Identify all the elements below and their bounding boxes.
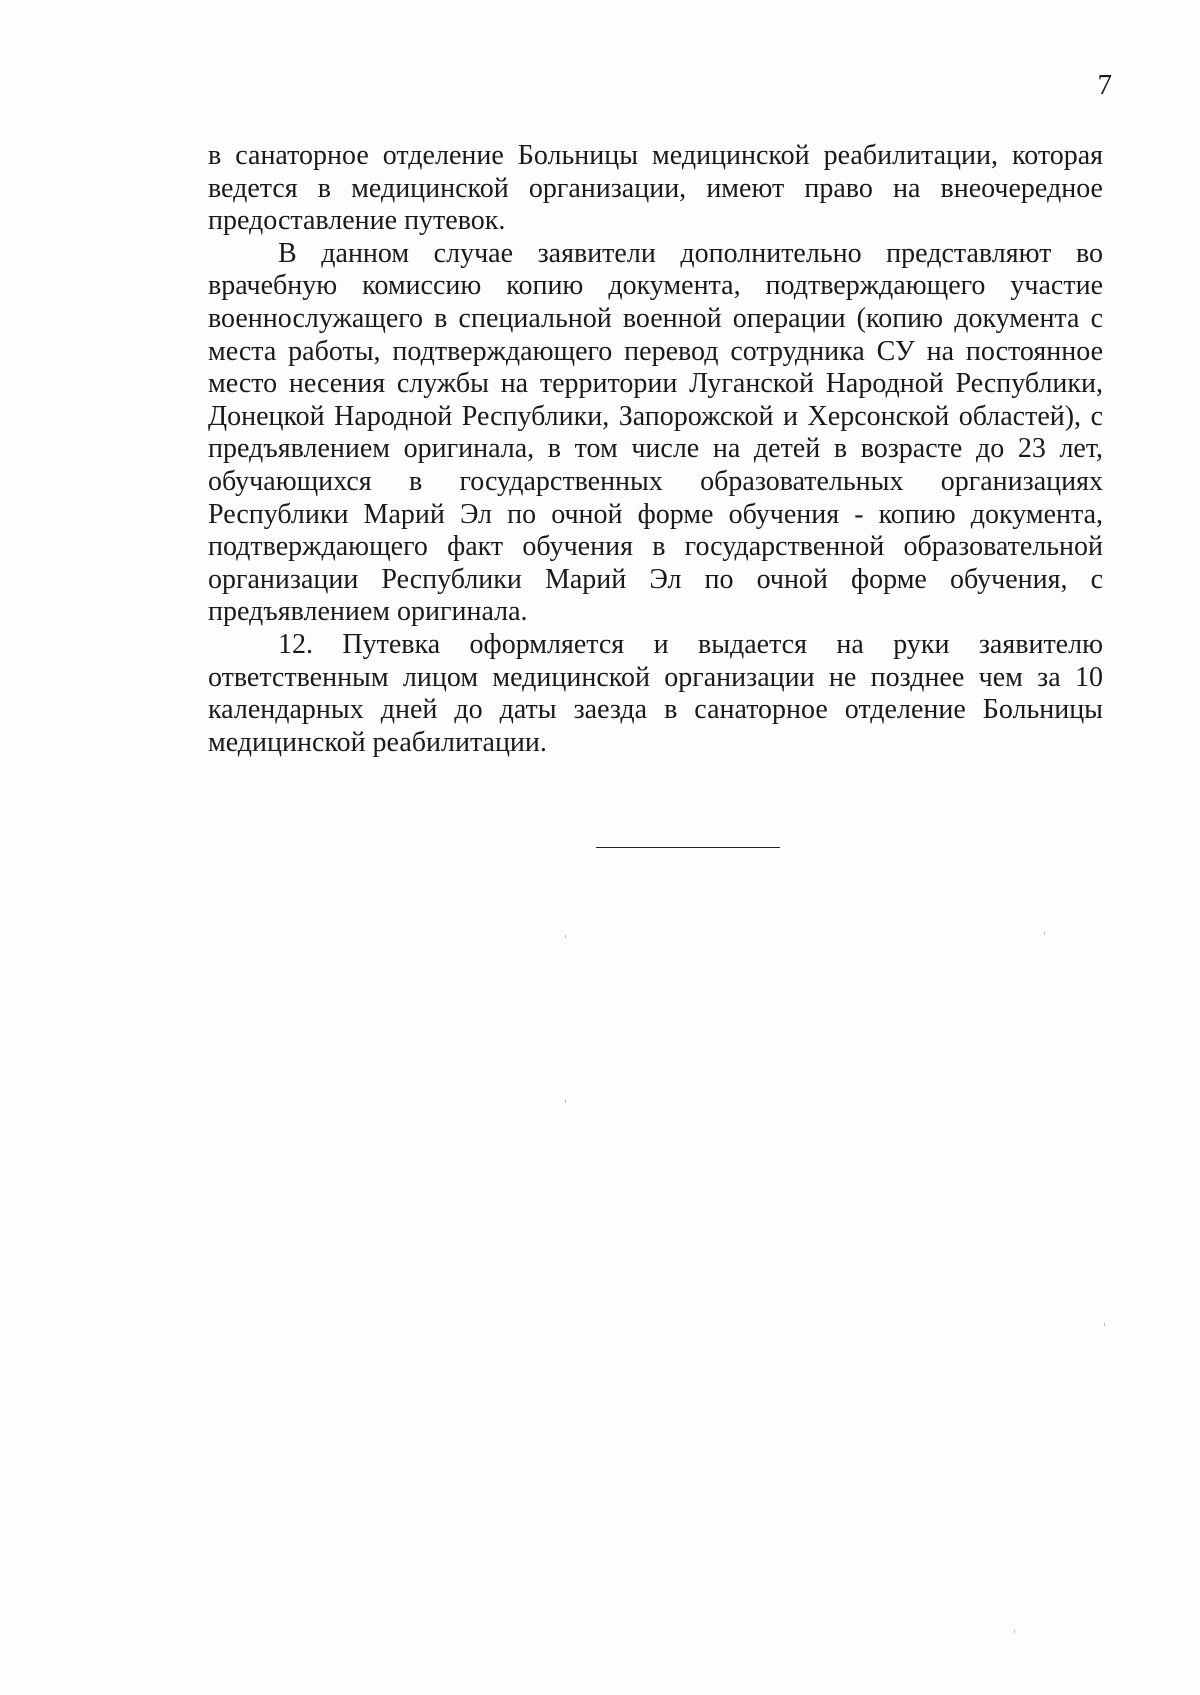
scan-speck xyxy=(565,935,566,938)
document-body xyxy=(208,140,1103,759)
scan-speck xyxy=(565,1100,566,1103)
paragraph-item-12: 12. Путевка оформляется и выдается на руки заявителю ответственным лицом медицинской организации не позднее чем за 10 календарных дней до даты заезда в санаторное отделение Больницы медицинской реабилитации. xyxy=(208,628,1103,758)
paragraph-applicants-documents: В данном случае заявители дополнительно представляют во врачебную комиссию копию документа, подтверждающего участие военнослужащего в специальной военной операции (копию документа с места работы, подтверждающего перевод сотрудника СУ на постоянное место несения службы на территории Луганской Народной Республики, Донецкой Народной Республики, Запорожской и Херсонской областей), с предъявлением оригинала, в том числе на детей в возрасте до 23 лет, обучающихся в государственных образовательных организациях Республики Марий Эл по очной форме обучения - копию документа, подтверждающего факт обучения в государственной образовательной организации Республики Марий Эл по очной форме обучения, с предъявлением оригинала. xyxy=(208,237,1103,628)
scan-speck xyxy=(1044,932,1045,935)
end-of-text-separator xyxy=(596,847,780,848)
scan-speck xyxy=(1014,1630,1015,1633)
scan-speck xyxy=(1104,1323,1105,1326)
paragraph-continuation: в санаторное отделение Больницы медицинской реабилитации, которая ведется в медицинской организации, имеют право на внеочередное предоставление путевок. xyxy=(208,140,1103,237)
page-number: 7 xyxy=(1097,69,1112,101)
